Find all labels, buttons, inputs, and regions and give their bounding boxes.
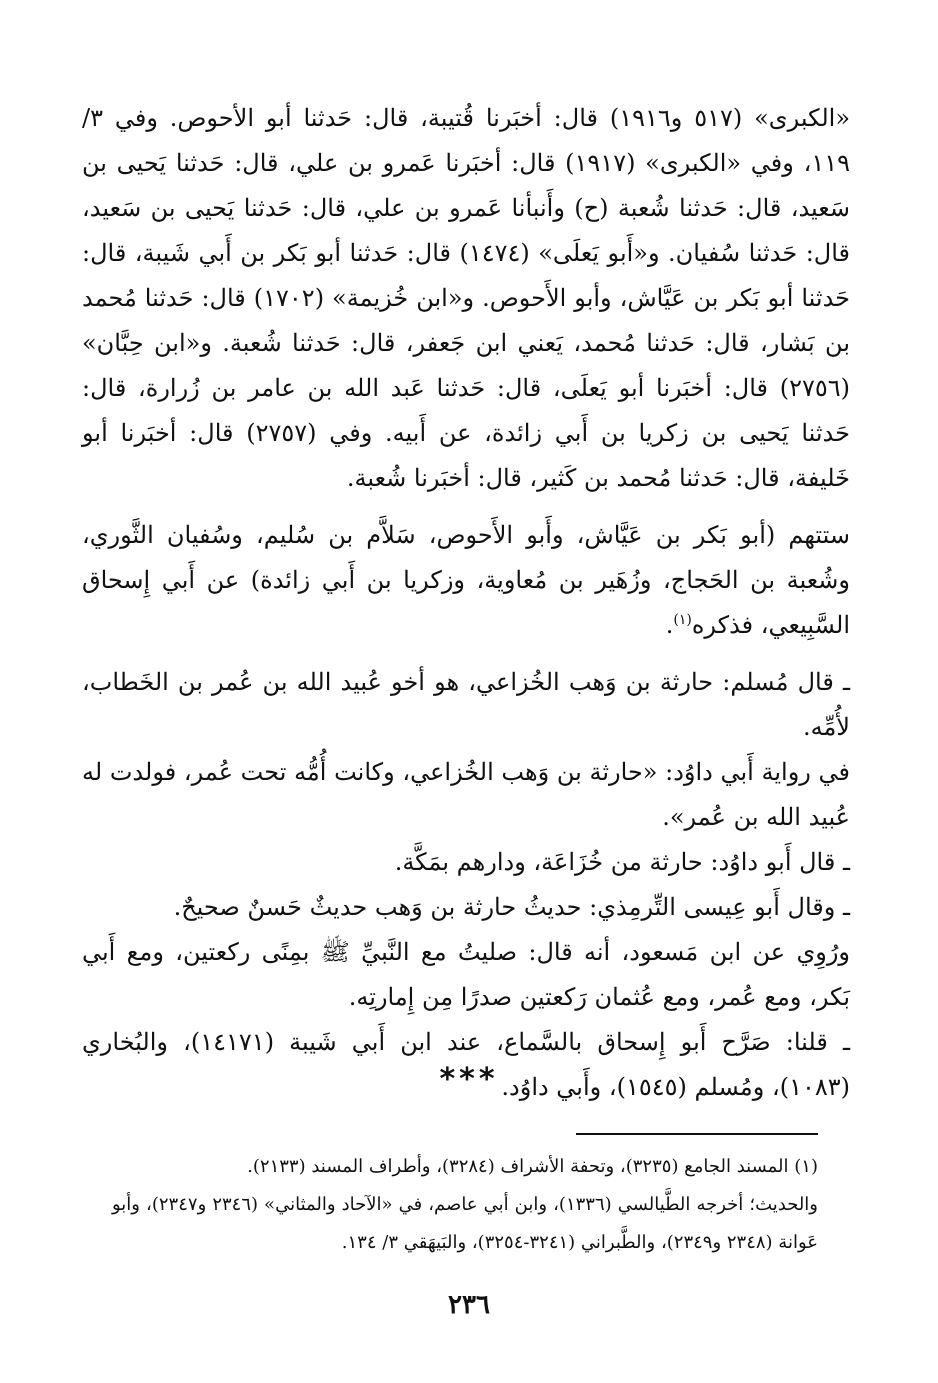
paragraph-abu-dawud-comment: ـ قال أَبو داوُد: حارثة من خُزَاعَة، ودارهم بمَكَّة.	[394, 848, 850, 876]
footnote-divider	[576, 1133, 818, 1135]
section-separator: ***	[439, 1062, 499, 1097]
footnotes	[112, 1148, 818, 1262]
main-text	[82, 96, 850, 1110]
paragraph-muslim-comment: ـ قال مُسلم: حارثة بن وَهب الخُزاعي، هو أخو عُبيد الله بن عُمر بن الخَطاب، لأُمِّه.	[82, 668, 850, 741]
footnote-line: والحديث؛ أخرجه الطَّيالسي (١٣٣٦)، وابن أبي عاصم، في «الآحاد والمثاني» (٢٣٤٦ و٢٣٤٧)، وأبو عَوانة (٢٣٤٨ و٢٣٤٩)، والطَّبراني (٣٢٤١-٣٢٥٤)، والبَيهَقي ٣/ ١٣٤.	[112, 1194, 818, 1253]
footnote-reference: (١)	[673, 612, 692, 628]
page-number: ٢٣٦	[448, 1290, 490, 1320]
footnote-line: (١) المسند الجامع (٣٢٣٥)، وتحفة الأشراف (٣٢٨٤)، وأطراف المسند (٢١٣٣).	[247, 1156, 818, 1177]
paragraph-ibn-masud: ورُوِي عن ابن مَسعود، أنه قال: صليتُ مع النَّبيِّ ﷺ بمِنًى ركعتين، ومع أَبي بَكر، ومع عُمر، ومع عُثمان رَكعتين صدرًا مِن إِمارتِه.	[82, 938, 850, 1011]
paragraph-editors-note: ـ قلنا: صَرَّح أَبو إِسحاق بالسَّماع، عند ابن أَبي شَيبة (١٤١٧١)، والبُخاري (١٠٨٣)، ومُسلم (١٥٤٥)، وأَبي داوُد.	[82, 1028, 850, 1101]
paragraph-narrators: ستتهم (أبو بَكر بن عَيَّاش، وأَبو الأَحوص، سَلاَّم بن سُليم، وسُفيان الثَّوري، وشُعبة بن الحَجاج، وزُهَير بن مُعاوية، وزكريا بن أَبي زائدة) عن أَبي إِسحاق السَّبِيعي، فذكره$^{(١)}$.	[82, 521, 850, 639]
paragraph-tirmidhi-comment: ـ وقال أَبو عِيسى التِّرمِذي: حديثُ حارثة بن وَهب حديثٌ حَسنٌ صحيحٌ.	[173, 893, 850, 921]
paragraph-abu-dawud-narration: في رواية أَبي داوُد: «حارثة بن وَهب الخُزاعي، وكانت أُمُّه تحت عُمر، فولدت له عُبيد الله بن عُمر».	[82, 758, 850, 831]
paragraph-citations: «الكبرى» (٥١٧ و١٩١٦) قال: أخبَرنا قُتيبة، قال: حَدثنا أبو الأحوص. وفي ٣/ ١١٩، وفي «الكبرى» (١٩١٧) قال: أخبَرنا عَمرو بن علي، قال: حَدثنا يَحيى بن سَعيد، قال: حَدثنا شُعبة (ح) وأَنبأنا عَمرو بن علي، قال: حَدثنا يَحيى بن سَعيد، قال: حَدثنا سُفيان. و«أَبو يَعلَى» (١٤٧٤) قال: حَدثنا أبو بَكر بن أَبي شَيبة، قال: حَدثنا أبو بَكر بن عَيَّاش، وأبو الأَحوص. و«ابن خُزيمة» (١٧٠٢) قال: حَدثنا مُحمد بن بَشار، قال: حَدثنا مُحمد، يَعني ابن جَعفر، قال: حَدثنا شُعبة. و«ابن حِبَّان» (٢٧٥٦) قال: أخبَرنا أبو يَعلَى، قال: حَدثنا عَبد الله بن عامر بن زُرارة، قال: حَدثنا يَحيى بن زكريا بن أَبي زائدة، عن أَبيه. وفي (٢٧٥٧) قال: أخبَرنا أبو خَليفة، قال: حَدثنا مُحمد بن كَثير، قال: أخبَرنا شُعبة.	[82, 104, 851, 492]
paragraph-narrators-text: ستتهم (أبو بَكر بن عَيَّاش، وأَبو الأَحوص، سَلاَّم بن سُليم، وسُفيان الثَّوري، وشُعبة بن الحَجاج، وزُهَير بن مُعاوية، وزكريا بن أَبي زائدة) عن أَبي إِسحاق السَّبِيعي، فذكره	[82, 521, 850, 639]
